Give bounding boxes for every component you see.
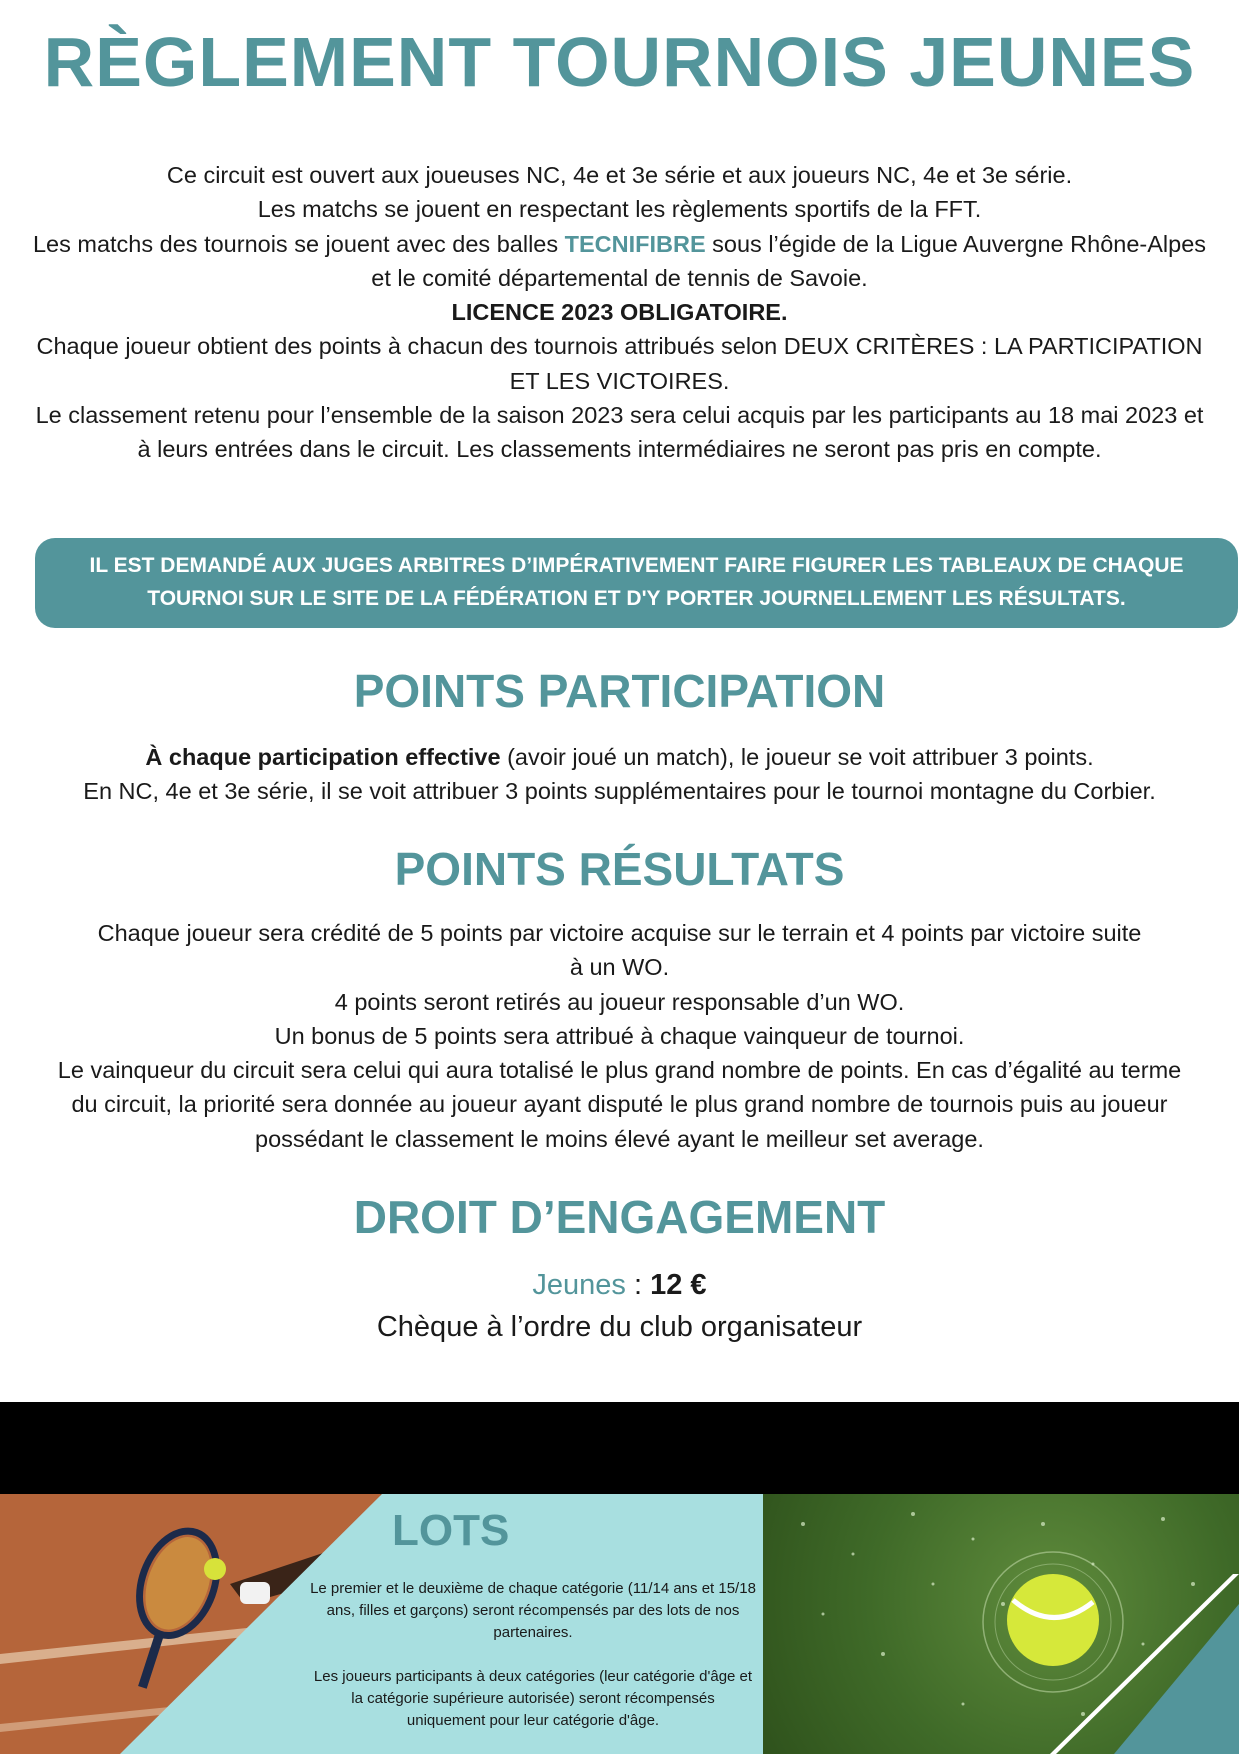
- fee-heading: DROIT D’ENGAGEMENT: [353, 1191, 886, 1243]
- results-text: [30, 916, 1209, 1156]
- participation-line: En NC, 4e et 3e série, il se voit attribuer 3 points supplémentaires pour le tournoi montagne du Corbier.: [83, 778, 1156, 805]
- fee-label: Jeunes: [532, 1269, 626, 1301]
- payment-method: Chèque à l’ordre du club organisateur: [376, 1311, 863, 1343]
- intro-text-segment: sous l’égide de la Ligue Auvergne Rhône-Alpes et le comité départemental de tennis de Savoie.: [371, 230, 1207, 291]
- results-heading: POINTS RÉSULTATS: [394, 843, 845, 895]
- participation-emphasis: À chaque participation effective: [145, 744, 501, 770]
- black-band: [0, 1402, 1239, 1494]
- fee-text: [0, 1264, 1239, 1348]
- intro-line: Ce circuit est ouvert aux joueuses NC, 4e et 3e série et aux joueurs NC, 4e et 3e série.: [166, 162, 1073, 188]
- notice-line: TOURNOI SUR LE SITE DE LA FÉDÉRATION ET D'Y PORTER JOURNELLEMENT LES RÉSULTATS.: [147, 587, 1126, 610]
- fee-line: [0, 1264, 1239, 1306]
- intro-text-segment: Les matchs des tournois se jouent avec des balles: [32, 230, 565, 257]
- participation-text-segment: (avoir joué un match), le joueur se voit attribuer 3 points.: [500, 744, 1094, 770]
- referee-notice-box: [35, 538, 1238, 628]
- intro-line: [30, 227, 1209, 296]
- fee-amount: 12 €: [650, 1269, 707, 1301]
- lots-section: [0, 1494, 1239, 1754]
- participation-heading: POINTS PARTICIPATION: [353, 665, 886, 717]
- intro-line: Le classement retenu pour l’ensemble de la saison 2023 sera celui acquis par les participants au 18 mai 2023 et à leurs entrées dans le circuit. Les classements intermédiaires ne seront pas pris en compte.: [35, 402, 1204, 463]
- intro-line: Les matchs se jouent en respectant les règlements sportifs de la FFT.: [257, 196, 982, 223]
- licence-notice: LICENCE 2023 OBLIGATOIRE.: [451, 299, 788, 326]
- notice-line: IL EST DEMANDÉ AUX JUGES ARBITRES D’IMPÉRATIVEMENT FAIRE FIGURER LES TABLEAUX DE CHAQUE: [89, 554, 1184, 577]
- participation-line: [30, 740, 1209, 774]
- results-line: Chaque joueur sera crédité de 5 points par victoire acquise sur le terrain et 4 points par victoire suite à un WO.: [97, 920, 1142, 981]
- participation-text: [30, 740, 1209, 809]
- brand-name: TECNIFIBRE: [564, 230, 706, 257]
- fee-separator: :: [625, 1269, 651, 1301]
- results-line: Un bonus de 5 points sera attribué à chaque vainqueur de tournoi.: [274, 1022, 965, 1049]
- lots-text: [310, 1578, 756, 1732]
- lots-heading: LOTS: [392, 1506, 510, 1555]
- results-line: Le vainqueur du circuit sera celui qui aura totalisé le plus grand nombre de points. En cas d’égalité au terme du circuit, la priorité sera donnée au joueur ayant disputé le plus grand nombre de tournois puis au joueur possédant le classement le moins élevé ayant le meilleur set average.: [57, 1057, 1182, 1152]
- results-line: 4 points seront retirés au joueur responsable d’un WO.: [334, 988, 905, 1015]
- page-title: RÈGLEMENT TOURNOIS JEUNES: [43, 23, 1196, 101]
- intro-line: Chaque joueur obtient des points à chacun des tournois attribués selon DEUX CRITÈRES : LA PARTICIPATION ET LES VICTOIRES.: [36, 333, 1203, 394]
- lots-paragraph: Les joueurs participants à deux catégories (leur catégorie d'âge et la catégorie supérieure autorisée) seront récompensés uniquement pour leur catégorie d'âge.: [313, 1668, 753, 1729]
- lots-paragraph: Le premier et le deuxième de chaque catégorie (11/14 ans et 15/18 ans, filles et garçons) seront récompensés par des lots de nos partenaires.: [310, 1580, 756, 1641]
- intro-text: [30, 158, 1209, 467]
